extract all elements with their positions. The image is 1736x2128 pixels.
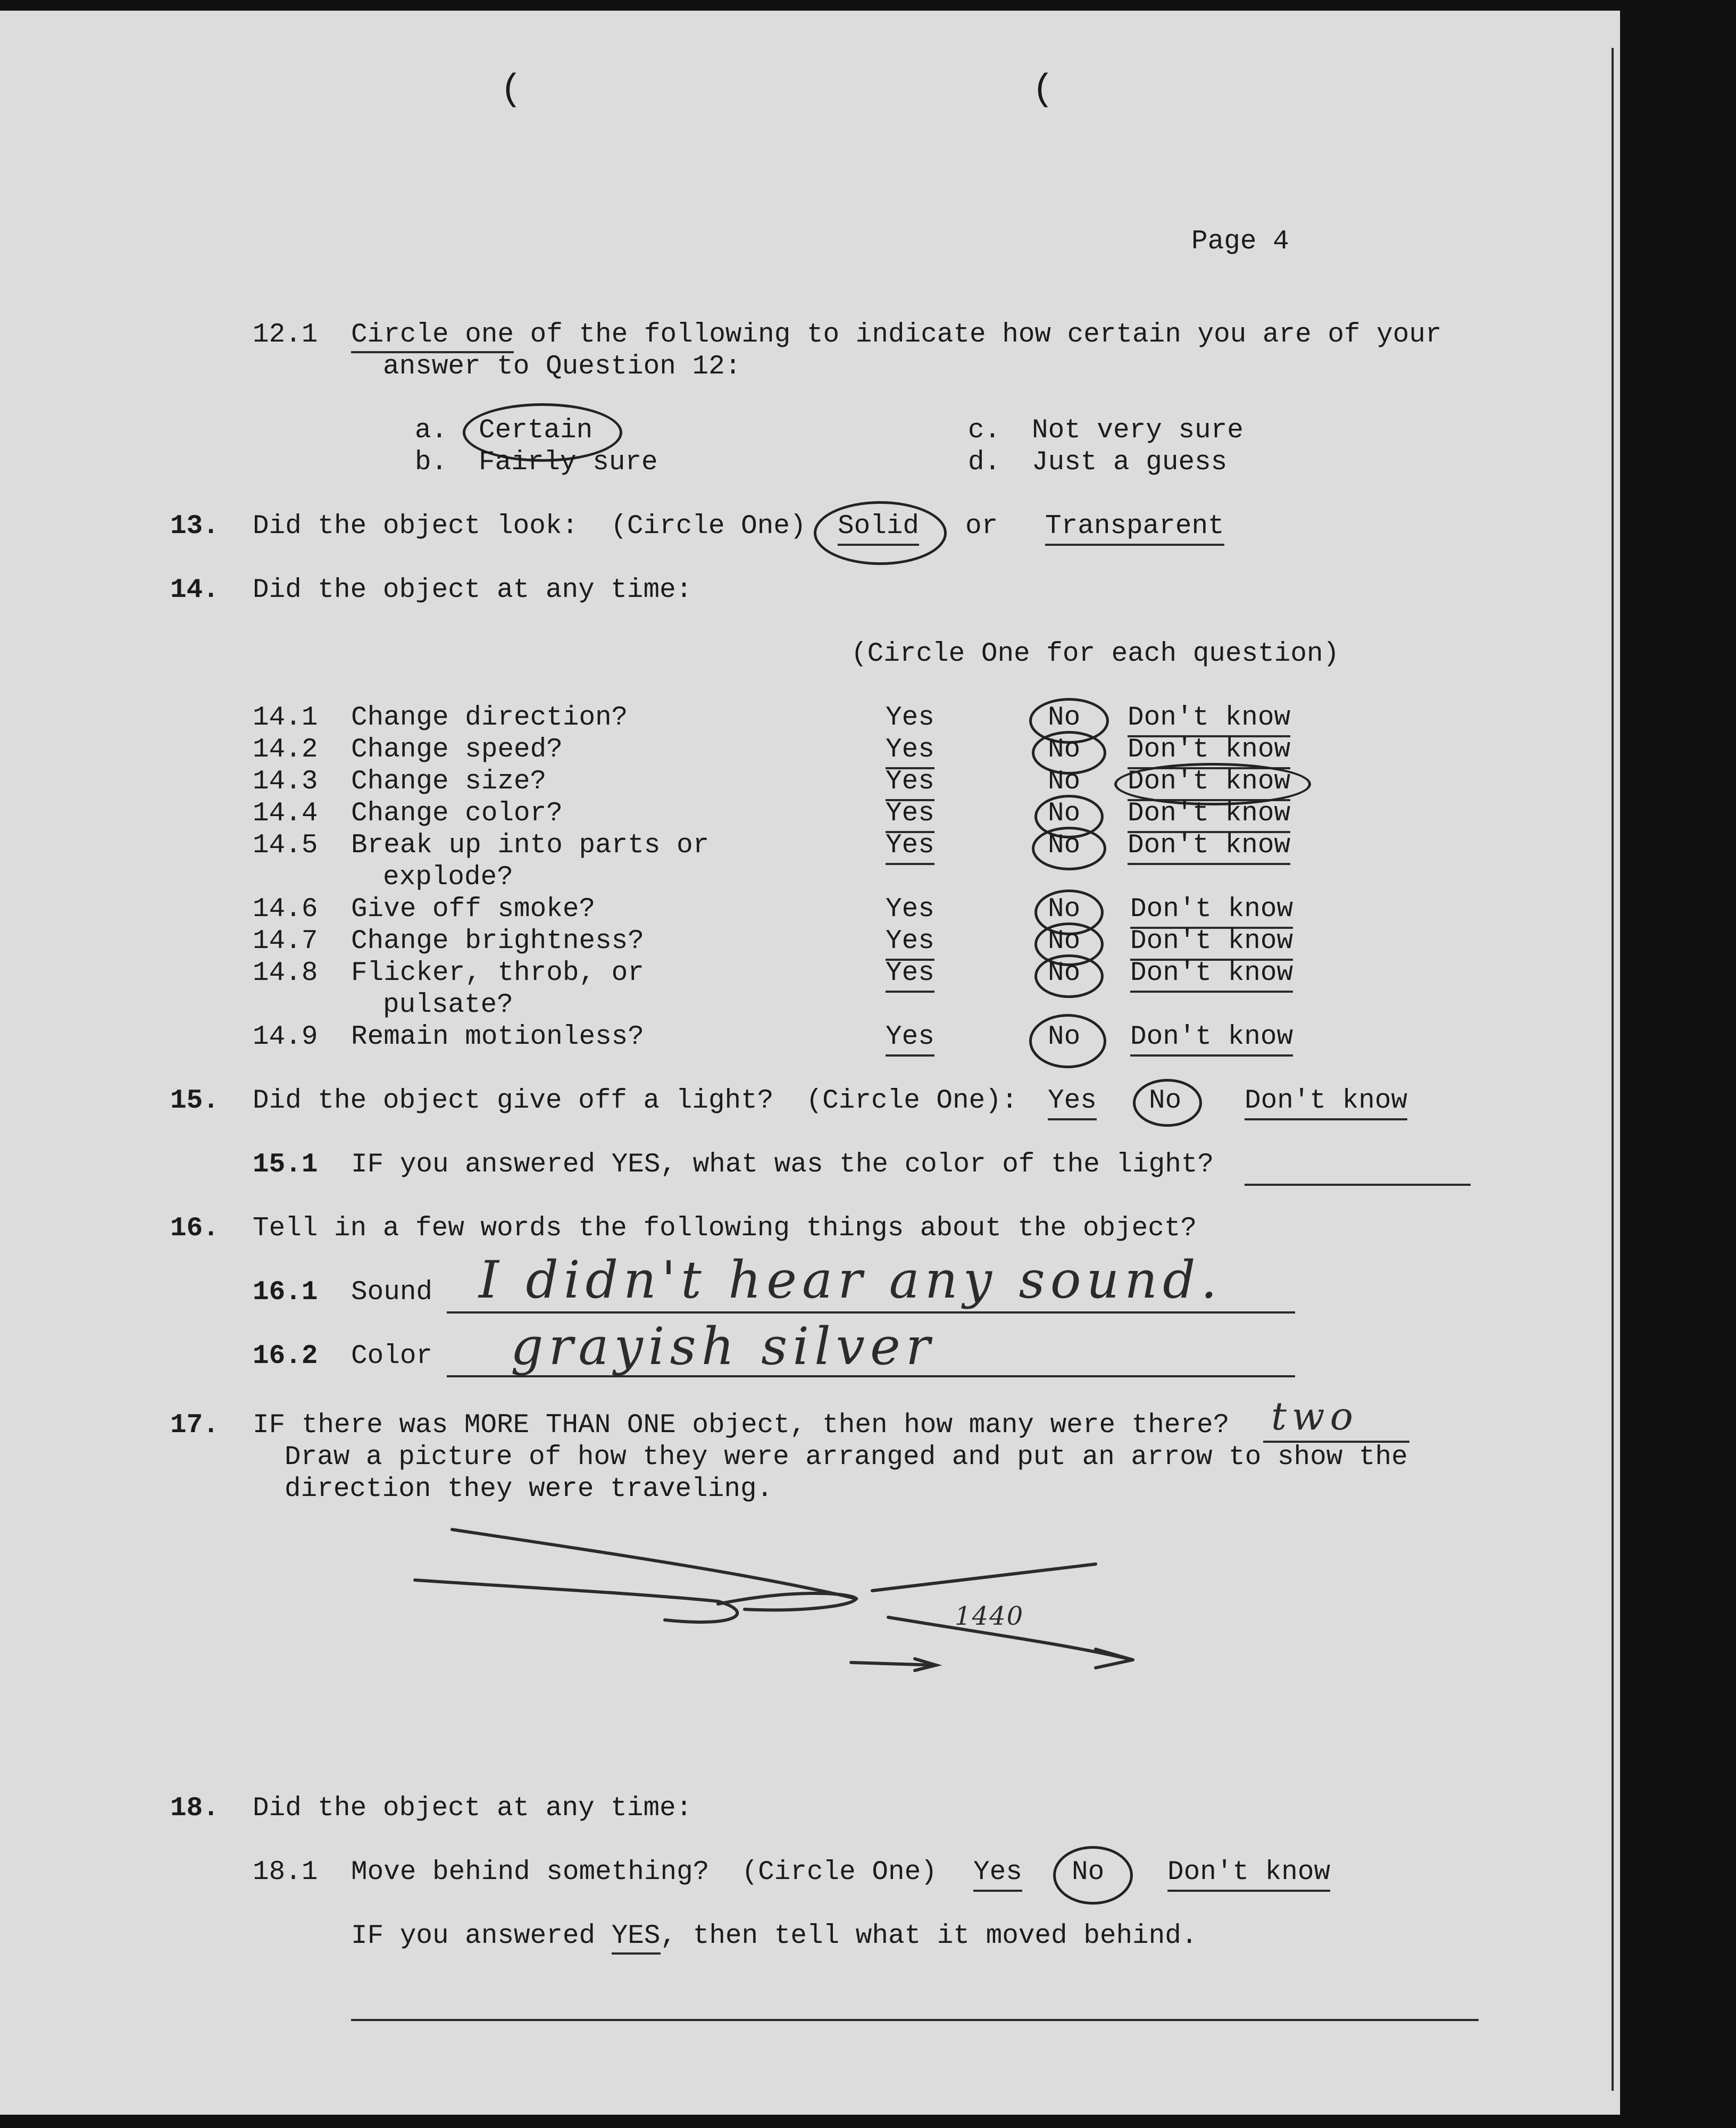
q18-1-answer-circle (1053, 1846, 1133, 1905)
q14-4-yes[interactable]: Yes (886, 798, 934, 833)
q14-2-yes[interactable]: Yes (886, 734, 934, 769)
q14-item-question: Change direction? (351, 703, 628, 733)
q14-1-no[interactable]: No (1048, 703, 1081, 733)
q14-item-question: Change brightness? (351, 926, 644, 957)
sketch-object-1-shape (415, 1580, 737, 1622)
q18-1-no[interactable]: No (1072, 1857, 1105, 1888)
q14-item-number: 14.4 (253, 799, 318, 829)
q18-1-dont-know[interactable]: Don't know (1167, 1857, 1330, 1892)
q18-1-yes[interactable]: Yes (973, 1857, 1022, 1892)
q17-sketch-note: 1440 (955, 1601, 1024, 1631)
q14-item-number: 14.1 (253, 703, 318, 733)
binder-mark-right: ( (1032, 69, 1055, 111)
q14-9-yes[interactable]: Yes (886, 1021, 934, 1057)
q14-item-question-cont: explode? (383, 862, 513, 893)
q14-2-dont-know[interactable]: Don't know (1128, 734, 1290, 769)
q17-text-line2: Draw a picture of how they were arranged and put an arrow to show the (285, 1442, 1408, 1473)
q14-item-number: 14.7 (253, 926, 318, 957)
q14-9-dont-know[interactable]: Don't know (1130, 1021, 1293, 1057)
q14-6-dont-know[interactable]: Don't know (1130, 894, 1293, 929)
q12-1-option-a-letter: a. (415, 415, 448, 446)
q15-dont-know[interactable]: Don't know (1245, 1085, 1407, 1120)
q12-1-option-d-label[interactable]: Just a guess (1032, 447, 1228, 478)
q14-4-dont-know[interactable]: Don't know (1128, 798, 1290, 833)
q12-1-option-d-letter: d. (968, 447, 1001, 478)
q12-1-option-b-label[interactable]: Fairly sure (479, 447, 658, 478)
q12-1-option-c-letter: c. (968, 415, 1001, 446)
q14-7-yes[interactable]: Yes (886, 926, 934, 961)
q14-6-no[interactable]: No (1048, 894, 1081, 925)
q14-1-yes[interactable]: Yes (886, 703, 934, 733)
q12-1-text-line1: of the following to indicate how certain you are of your (530, 320, 1442, 350)
binder-mark-left: ( (500, 69, 523, 111)
q14-5-yes[interactable]: Yes (886, 830, 934, 865)
q12-1-emphasis: Circle one (351, 320, 514, 353)
q18-1-number: 18.1 (253, 1857, 318, 1888)
q14-5-no[interactable]: No (1048, 830, 1081, 861)
q14-item-number: 14.5 (253, 830, 318, 861)
q13-number: 13. (170, 511, 219, 542)
q14-7-dont-know[interactable]: Don't know (1130, 926, 1293, 961)
q14-4-no[interactable]: No (1048, 799, 1081, 829)
sketch-arrow-head (1096, 1649, 1133, 1668)
q14-3-dont-know[interactable]: Don't know (1128, 766, 1290, 801)
q17-number: 17. (170, 1410, 219, 1441)
q14-3-yes[interactable]: Yes (886, 766, 934, 801)
q18-1-followup-post: , then tell what it moved behind. (660, 1921, 1198, 1951)
q17-text-line3: direction they were traveling. (285, 1474, 773, 1504)
q14-item-number: 14.3 (253, 767, 318, 797)
q14-5-dont-know[interactable]: Don't know (1128, 830, 1290, 865)
q16-2-answer: grayish silver (511, 1317, 936, 1376)
q14-item-question: Break up into parts or (351, 830, 710, 861)
q14-item-number: 14.2 (253, 735, 318, 765)
q14-number: 14. (170, 575, 219, 605)
q18-1-answer-line[interactable] (351, 2019, 1479, 2021)
q15-1-text: IF you answered YES, what was the color of the light? (351, 1150, 1214, 1180)
q15-yes[interactable]: Yes (1048, 1085, 1097, 1120)
page-number: Page 4 (1191, 227, 1289, 257)
q14-instruction: (Circle One for each question) (851, 639, 1340, 669)
q18-1-followup-emph: YES (612, 1921, 661, 1955)
q12-1-text-line2: answer to Question 12: (383, 352, 741, 382)
q14-text: Did the object at any time: (253, 575, 692, 605)
q13-text: Did the object look: (Circle One) (253, 511, 806, 542)
q15-no[interactable]: No (1149, 1086, 1182, 1116)
q14-item-question: Change color? (351, 799, 563, 829)
q16-number: 16. (170, 1213, 219, 1244)
q13-option-transparent[interactable]: Transparent (1045, 511, 1224, 546)
q14-8-no[interactable]: No (1048, 958, 1081, 988)
q13-option-solid[interactable]: Solid (838, 511, 919, 546)
q16-1-answer: I didn't hear any sound. (479, 1250, 1223, 1310)
q14-7-no[interactable]: No (1048, 926, 1081, 957)
q18-number: 18. (170, 1793, 219, 1824)
q17-sketch (0, 11, 1620, 2115)
q12-1-option-a-label[interactable]: Certain (479, 415, 593, 446)
q17-text-line1: IF there was MORE THAN ONE object, then how many were there? (253, 1410, 1230, 1441)
q14-8-yes[interactable]: Yes (886, 958, 934, 993)
q14-6-yes[interactable]: Yes (886, 894, 934, 925)
q14-8-dont-know[interactable]: Don't know (1130, 958, 1293, 993)
q15-number: 15. (170, 1086, 219, 1116)
q16-1-label: Sound (351, 1277, 433, 1308)
q14-item-number: 14.9 (253, 1022, 318, 1052)
q14-item-question: Give off smoke? (351, 894, 596, 925)
q16-2-number: 16.2 (253, 1341, 318, 1371)
q16-1-number: 16.1 (253, 1277, 318, 1308)
q14-2-no[interactable]: No (1048, 735, 1081, 765)
q18-1-text: Move behind something? (Circle One) (351, 1857, 937, 1888)
q16-text: Tell in a few words the following things about the object? (253, 1213, 1197, 1244)
q17-answer: two (1271, 1394, 1358, 1439)
q14-item-number: 14.6 (253, 894, 318, 925)
q14-item-question: Change size? (351, 767, 547, 797)
form-page (0, 11, 1620, 2115)
q13-or: or (965, 511, 998, 542)
q15-text: Did the object give off a light? (Circle One): (253, 1086, 1018, 1116)
q18-1-followup-pre: IF you answered (351, 1921, 612, 1951)
q14-3-no[interactable]: No (1048, 767, 1081, 797)
sketch-object-2-shape (718, 1593, 856, 1610)
q14-item-question-cont: pulsate? (383, 990, 513, 1020)
q18-text: Did the object at any time: (253, 1793, 692, 1824)
q15-1-number: 15.1 (253, 1150, 318, 1180)
sketch-arrow-line-upper (872, 1564, 1096, 1591)
q18-1-followup (351, 1921, 1197, 1952)
q14-item-question: Flicker, throb, or (351, 958, 644, 988)
q12-1-option-c-label[interactable]: Not very sure (1032, 415, 1243, 446)
q14-item-question: Change speed? (351, 735, 563, 765)
q14-9-no[interactable]: No (1048, 1022, 1081, 1052)
q12-1-option-b-letter: b. (415, 447, 448, 478)
q12-1-number: 12.1 (253, 320, 318, 350)
q16-2-label: Color (351, 1341, 433, 1371)
q14-item-number: 14.8 (253, 958, 318, 988)
q14-item-question: Remain motionless? (351, 1022, 644, 1052)
sketch-object-1-line (452, 1530, 856, 1599)
q14-1-dont-know[interactable]: Don't know (1128, 702, 1290, 737)
